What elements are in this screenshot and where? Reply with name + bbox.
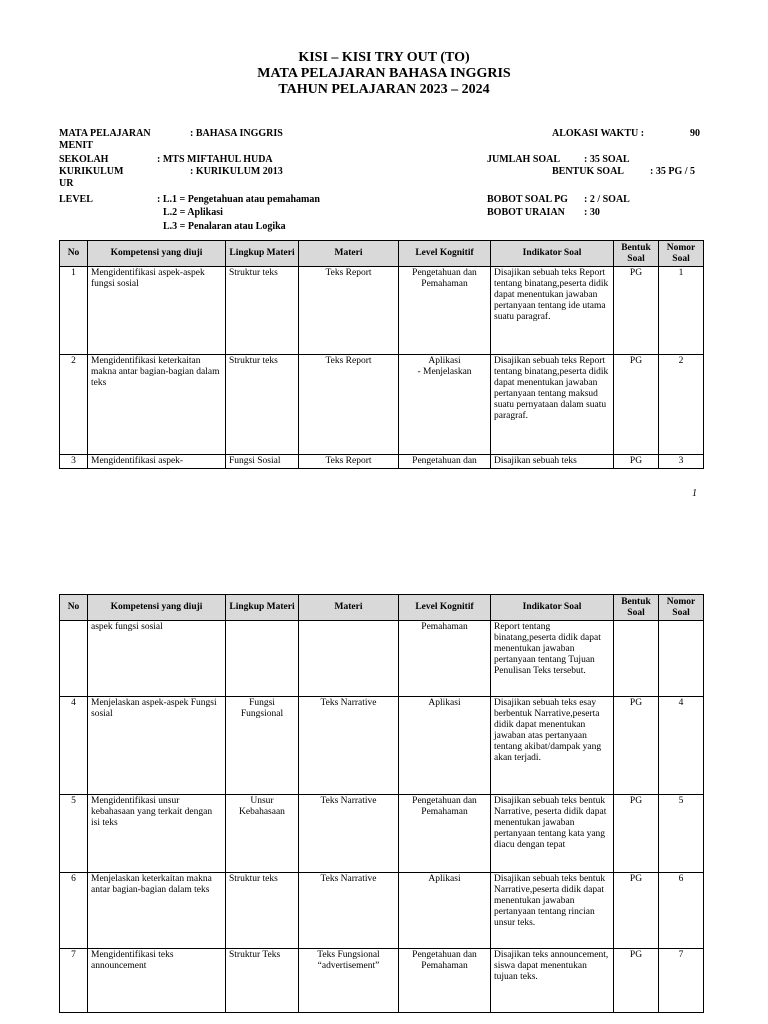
cell-level: Pengetahuan dan bbox=[399, 455, 491, 469]
sekolah-value: : MTS MIFTAHUL HUDA bbox=[157, 154, 273, 165]
cell-no: 1 bbox=[60, 267, 88, 355]
table-row bbox=[60, 795, 704, 873]
cell-indikator: Disajikan sebuah teks bentuk Narrative,peserta didik dapat menentukan jawaban pertanyaan tentang rincian unsur teks. bbox=[491, 873, 614, 949]
cell-bentuk: PG bbox=[614, 949, 659, 1013]
title-line-3: TAHUN PELAJARAN 2023 – 2024 bbox=[278, 82, 490, 97]
cell-lingkup: Struktur teks bbox=[226, 355, 299, 455]
bobot-uraian-label: BOBOT URAIAN bbox=[487, 207, 565, 218]
cell-bentuk: PG bbox=[614, 355, 659, 455]
jumlah-soal-value: : 35 SOAL bbox=[584, 154, 630, 165]
level-2: L.2 = Aplikasi bbox=[163, 207, 223, 218]
cell-bentuk: PG bbox=[614, 795, 659, 873]
table-row bbox=[60, 949, 704, 1013]
bentuk-soal-value: : 35 PG / 5 bbox=[650, 166, 695, 177]
cell-lingkup: Struktur teks bbox=[226, 267, 299, 355]
cell-bentuk: PG bbox=[614, 267, 659, 355]
cell-nomor: 7 bbox=[659, 949, 704, 1013]
header-bentuk: Bentuk Soal bbox=[614, 241, 659, 267]
bobot-pg-label: BOBOT SOAL PG bbox=[487, 194, 568, 205]
cell-materi: Teks Narrative bbox=[299, 795, 399, 873]
alokasi-value: 90 bbox=[690, 128, 700, 139]
table-row bbox=[60, 455, 704, 469]
cell-level: Pengetahuan dan Pemahaman bbox=[399, 949, 491, 1013]
cell-no: 2 bbox=[60, 355, 88, 455]
cell-nomor: 1 bbox=[659, 267, 704, 355]
cell-materi bbox=[299, 621, 399, 697]
cell-indikator: Disajikan teks announcement, siswa dapat menentukan tujuan teks. bbox=[491, 949, 614, 1013]
table-row bbox=[60, 873, 704, 949]
cell-nomor bbox=[659, 621, 704, 697]
cell-no: 4 bbox=[60, 697, 88, 795]
cell-indikator: Disajikan sebuah teks bentuk Narrative, peserta didik dapat menentukan jawaban pertanyaan tentang kata yang diacu dengan tepat bbox=[491, 795, 614, 873]
title-line-1: KISI – KISI TRY OUT (TO) bbox=[298, 50, 470, 65]
cell-no: 5 bbox=[60, 795, 88, 873]
table-header-row bbox=[60, 241, 704, 267]
bentuk-soal-label: BENTUK SOAL bbox=[552, 166, 624, 177]
header-level: Level Kognitif bbox=[399, 595, 491, 621]
cell-level: Pemahaman bbox=[399, 621, 491, 697]
table-row bbox=[60, 697, 704, 795]
header-indikator: Indikator Soal bbox=[491, 595, 614, 621]
cell-level: Pengetahuan dan Pemahaman bbox=[399, 795, 491, 873]
cell-lingkup: Unsur Kebahasaan bbox=[226, 795, 299, 873]
page-number: 1 bbox=[692, 488, 697, 499]
cell-kompetensi: Mengidentifikasi unsur kebahasaan yang terkait dengan isi teks bbox=[88, 795, 226, 873]
sekolah-label: SEKOLAH bbox=[59, 154, 109, 165]
menit-text: MENIT bbox=[59, 140, 93, 151]
cell-bentuk bbox=[614, 621, 659, 697]
table-row bbox=[60, 355, 704, 455]
cell-level: Aplikasi bbox=[399, 873, 491, 949]
bobot-pg-value: : 2 / SOAL bbox=[584, 194, 630, 205]
cell-nomor: 4 bbox=[659, 697, 704, 795]
cell-kompetensi: Mengidentifikasi keterkaitan makna antar bagian-bagian dalam teks bbox=[88, 355, 226, 455]
cell-materi: Teks Report bbox=[299, 267, 399, 355]
header-materi: Materi bbox=[299, 595, 399, 621]
cell-lingkup: Struktur Teks bbox=[226, 949, 299, 1013]
cell-level: Pengetahuan dan Pemahaman bbox=[399, 267, 491, 355]
cell-lingkup: Struktur teks bbox=[226, 873, 299, 949]
cell-indikator: Disajikan sebuah teks Report tentang binatang,peserta didik dapat menentukan jawaban pertanyaan tentang ide utama suatu paragraf. bbox=[491, 267, 614, 355]
header-bentuk: Bentuk Soal bbox=[614, 595, 659, 621]
cell-lingkup: Fungsi Fungsional bbox=[226, 697, 299, 795]
cell-bentuk: PG bbox=[614, 455, 659, 469]
cell-materi: Teks Narrative bbox=[299, 697, 399, 795]
level-label: LEVEL bbox=[59, 194, 93, 205]
header-lingkup: Lingkup Materi bbox=[226, 595, 299, 621]
mapel-value: : BAHASA INGGRIS bbox=[190, 128, 283, 139]
header-materi: Materi bbox=[299, 241, 399, 267]
kurikulum-label: KURIKULUM bbox=[59, 166, 124, 177]
cell-no: 3 bbox=[60, 455, 88, 469]
alokasi-label: ALOKASI WAKTU : bbox=[552, 128, 645, 139]
kisi-table-page-1 bbox=[59, 240, 704, 469]
mapel-label: MATA PELAJARAN bbox=[59, 128, 151, 139]
cell-nomor: 6 bbox=[659, 873, 704, 949]
cell-bentuk: PG bbox=[614, 697, 659, 795]
table-row bbox=[60, 267, 704, 355]
cell-bentuk: PG bbox=[614, 873, 659, 949]
header-level: Level Kognitif bbox=[399, 241, 491, 267]
level-1: : L.1 = Pengetahuan atau pemahaman bbox=[157, 194, 320, 205]
cell-kompetensi: Mengidentifikasi aspek-aspek fungsi sosial bbox=[88, 267, 226, 355]
jumlah-soal-label: JUMLAH SOAL bbox=[487, 154, 561, 165]
cell-materi: Teks Report bbox=[299, 355, 399, 455]
cell-lingkup: Fungsi Sosial bbox=[226, 455, 299, 469]
bobot-uraian-value: : 30 bbox=[584, 207, 600, 218]
cell-kompetensi: Menjelaskan keterkaitan makna antar bagian-bagian dalam teks bbox=[88, 873, 226, 949]
header-nomor: Nomor Soal bbox=[659, 595, 704, 621]
cell-kompetensi: Mengidentifikasi teks announcement bbox=[88, 949, 226, 1013]
cell-nomor: 2 bbox=[659, 355, 704, 455]
kisi-table-page-2 bbox=[59, 594, 704, 1013]
header-lingkup: Lingkup Materi bbox=[226, 241, 299, 267]
ur-text: UR bbox=[59, 178, 74, 189]
cell-kompetensi: Menjelaskan aspek-aspek Fungsi sosial bbox=[88, 697, 226, 795]
table-row bbox=[60, 621, 704, 697]
cell-nomor: 3 bbox=[659, 455, 704, 469]
header-kompetensi: Kompetensi yang diuji bbox=[88, 241, 226, 267]
cell-indikator: Disajikan sebuah teks bbox=[491, 455, 614, 469]
cell-kompetensi: aspek fungsi sosial bbox=[88, 621, 226, 697]
cell-lingkup bbox=[226, 621, 299, 697]
header-indikator: Indikator Soal bbox=[491, 241, 614, 267]
cell-indikator: Report tentang binatang,peserta didik dapat menentukan jawaban pertanyaan tentang Tujuan Penulisan Teks tersebut. bbox=[491, 621, 614, 697]
cell-kompetensi: Mengidentifikasi aspek- bbox=[88, 455, 226, 469]
header-no: No bbox=[60, 241, 88, 267]
cell-no: 6 bbox=[60, 873, 88, 949]
header-nomor: Nomor Soal bbox=[659, 241, 704, 267]
document-title bbox=[0, 50, 768, 98]
title-line-2: MATA PELAJARAN BAHASA INGGRIS bbox=[257, 66, 511, 81]
cell-level: Aplikasi - Menjelaskan bbox=[399, 355, 491, 455]
cell-no bbox=[60, 621, 88, 697]
level-3: L.3 = Penalaran atau Logika bbox=[163, 221, 286, 232]
cell-indikator: Disajikan sebuah teks esay berbentuk Narrative,peserta didik dapat menentukan jawaban atas pertanyaan tentang akibat/dampak yang akan terjadi. bbox=[491, 697, 614, 795]
cell-materi: Teks Report bbox=[299, 455, 399, 469]
cell-level: Aplikasi bbox=[399, 697, 491, 795]
cell-indikator: Disajikan sebuah teks Report tentang binatang,peserta didik dapat menentukan jawaban pertanyaan tentang maksud suatu pernyataan dalam suatu paragraf. bbox=[491, 355, 614, 455]
header-no: No bbox=[60, 595, 88, 621]
table-header-row bbox=[60, 595, 704, 621]
cell-no: 7 bbox=[60, 949, 88, 1013]
header-kompetensi: Kompetensi yang diuji bbox=[88, 595, 226, 621]
cell-materi: Teks Fungsional “advertisement” bbox=[299, 949, 399, 1013]
kurikulum-value: : KURIKULUM 2013 bbox=[190, 166, 283, 177]
cell-materi: Teks Narrative bbox=[299, 873, 399, 949]
cell-nomor: 5 bbox=[659, 795, 704, 873]
